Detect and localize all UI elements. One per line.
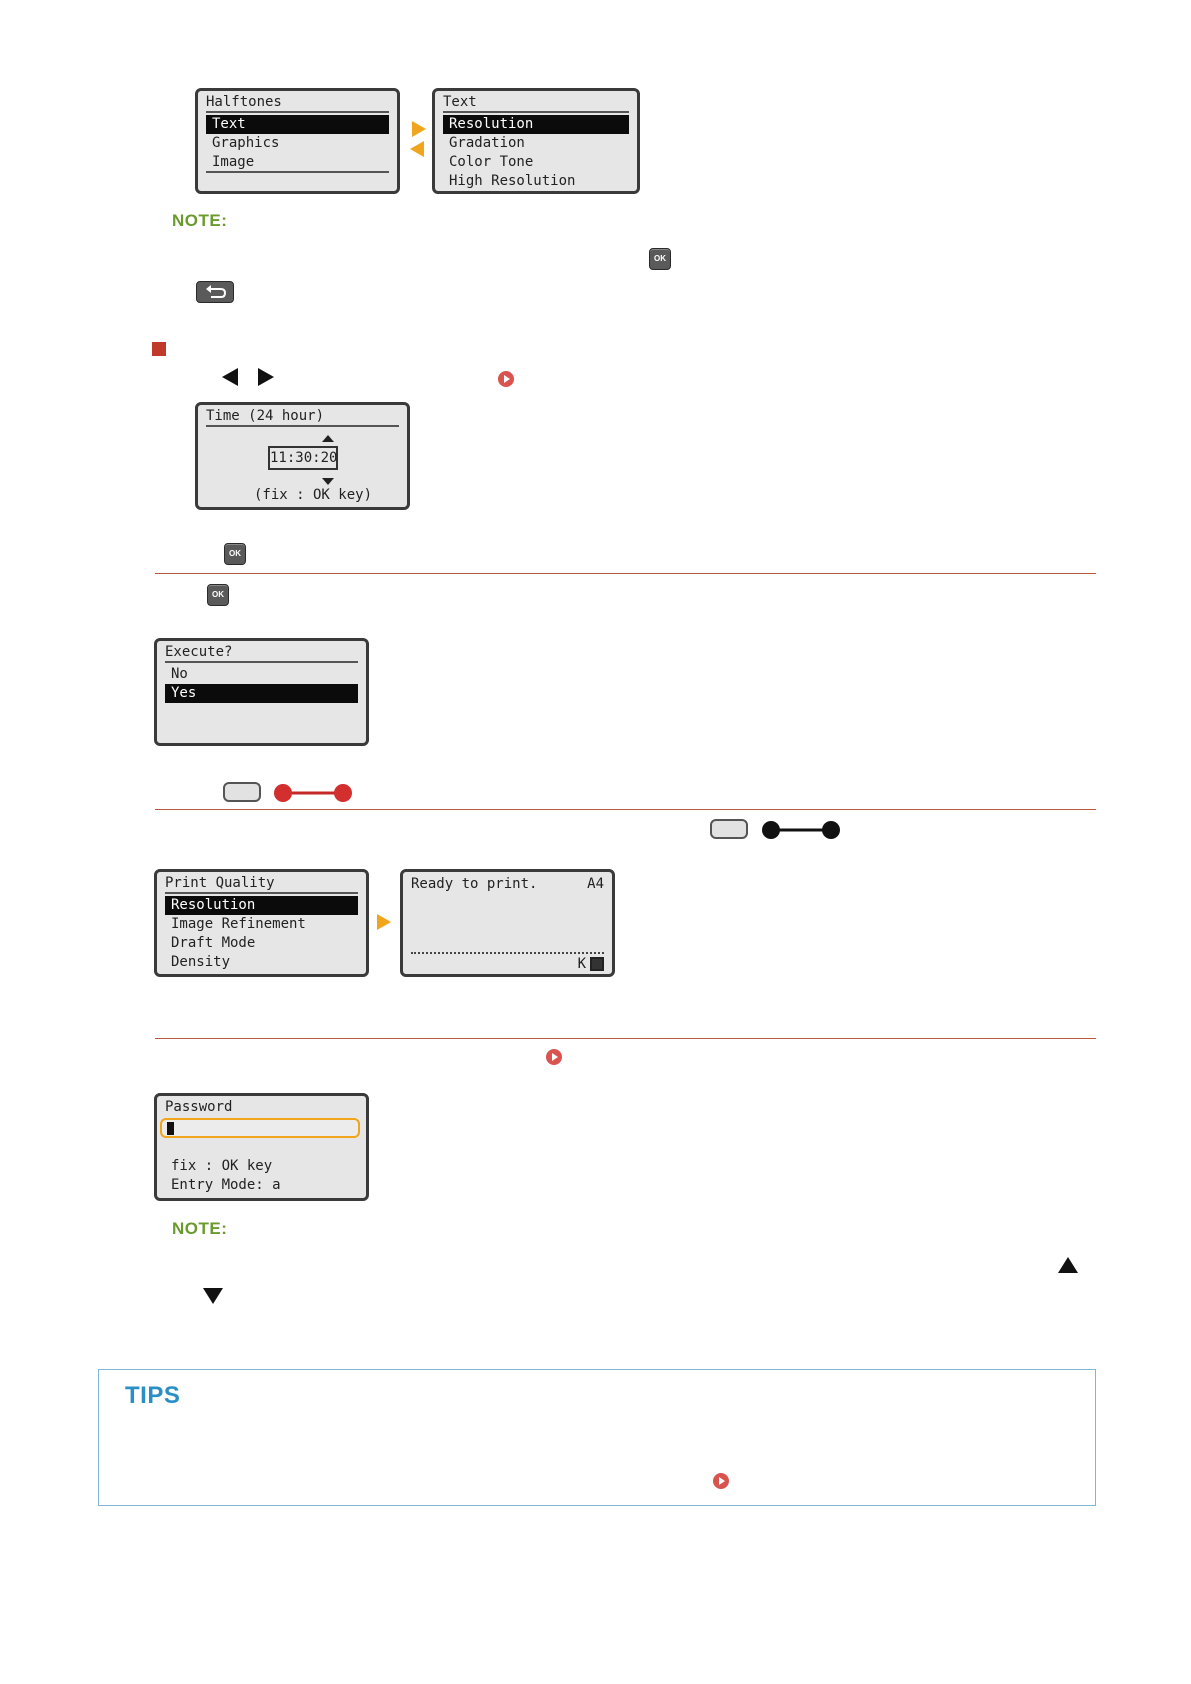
password-hint-entry: Entry Mode: a [171, 1177, 281, 1193]
menu-item-graphics: Graphics [212, 135, 280, 151]
ok-key-icon: OK [224, 543, 246, 565]
print-quality-screen [154, 869, 369, 977]
settings-key-icon [710, 819, 748, 839]
ok-key-icon: OK [207, 584, 229, 606]
screen-title: Password [165, 1099, 233, 1115]
forward-arrow-icon [377, 914, 391, 930]
menu-item-resolution: Resolution [443, 115, 629, 134]
menu-item-gradation: Gradation [449, 135, 525, 151]
menu-item-color-tone: Color Tone [449, 154, 534, 170]
note-heading: NOTE: [172, 1219, 228, 1238]
link-icon [546, 1049, 562, 1065]
time-value: 11:30:20 [270, 450, 338, 466]
menu-item-density: Density [171, 954, 231, 970]
execute-screen [154, 638, 369, 746]
screen-title: Halftones [206, 93, 389, 113]
screen-title: Execute? [165, 643, 358, 663]
screen-title: Time (24 hour) [206, 407, 399, 427]
ready-screen [400, 869, 615, 977]
toner-label: K [577, 956, 586, 972]
back-arrow-glyph [197, 282, 233, 302]
ready-status: Ready to print. [411, 876, 538, 892]
ok-key-icon: OK [649, 248, 671, 270]
time-screen [195, 402, 410, 510]
red-connector-icon [273, 782, 355, 804]
menu-item-image: Image [206, 153, 389, 173]
time-hint: (fix : OK key) [254, 487, 373, 503]
menu-item-high-resolution: High Resolution [449, 173, 576, 189]
toner-level-icon [590, 957, 604, 971]
section-bullet [152, 342, 166, 356]
password-hint-fix: fix : OK key [171, 1158, 273, 1174]
settings-key-icon [223, 782, 261, 802]
section-divider [155, 1038, 1096, 1039]
text-screen [432, 88, 640, 194]
link-icon [498, 371, 514, 387]
menu-item-resolution: Resolution [165, 896, 358, 915]
password-screen [154, 1093, 369, 1201]
note-heading: NOTE: [172, 211, 228, 230]
back-arrow-icon [410, 141, 424, 157]
menu-item-text: Text [206, 115, 389, 134]
forward-arrow-icon [412, 121, 426, 137]
dotted-line [411, 952, 604, 954]
black-connector-icon [761, 819, 843, 841]
menu-item-image-refinement: Image Refinement [171, 916, 306, 932]
tips-heading: TIPS [125, 1382, 181, 1409]
text-cursor [167, 1122, 174, 1135]
back-key-icon [196, 281, 234, 303]
up-key-icon [1057, 1256, 1079, 1274]
screen-title: Print Quality [165, 874, 358, 894]
time-value-box [268, 446, 338, 470]
halftones-screen [195, 88, 400, 194]
left-right-keys-icon [218, 366, 278, 388]
option-yes: Yes [165, 684, 358, 703]
section-divider [155, 573, 1096, 574]
menu-item-draft-mode: Draft Mode [171, 935, 256, 951]
paper-size: A4 [587, 876, 604, 892]
option-no: No [171, 666, 188, 682]
password-input[interactable] [160, 1118, 360, 1138]
screen-title: Text [443, 93, 629, 113]
link-icon [713, 1473, 729, 1489]
down-key-icon [202, 1287, 224, 1305]
tips-box [98, 1369, 1096, 1506]
section-divider [155, 809, 1096, 810]
